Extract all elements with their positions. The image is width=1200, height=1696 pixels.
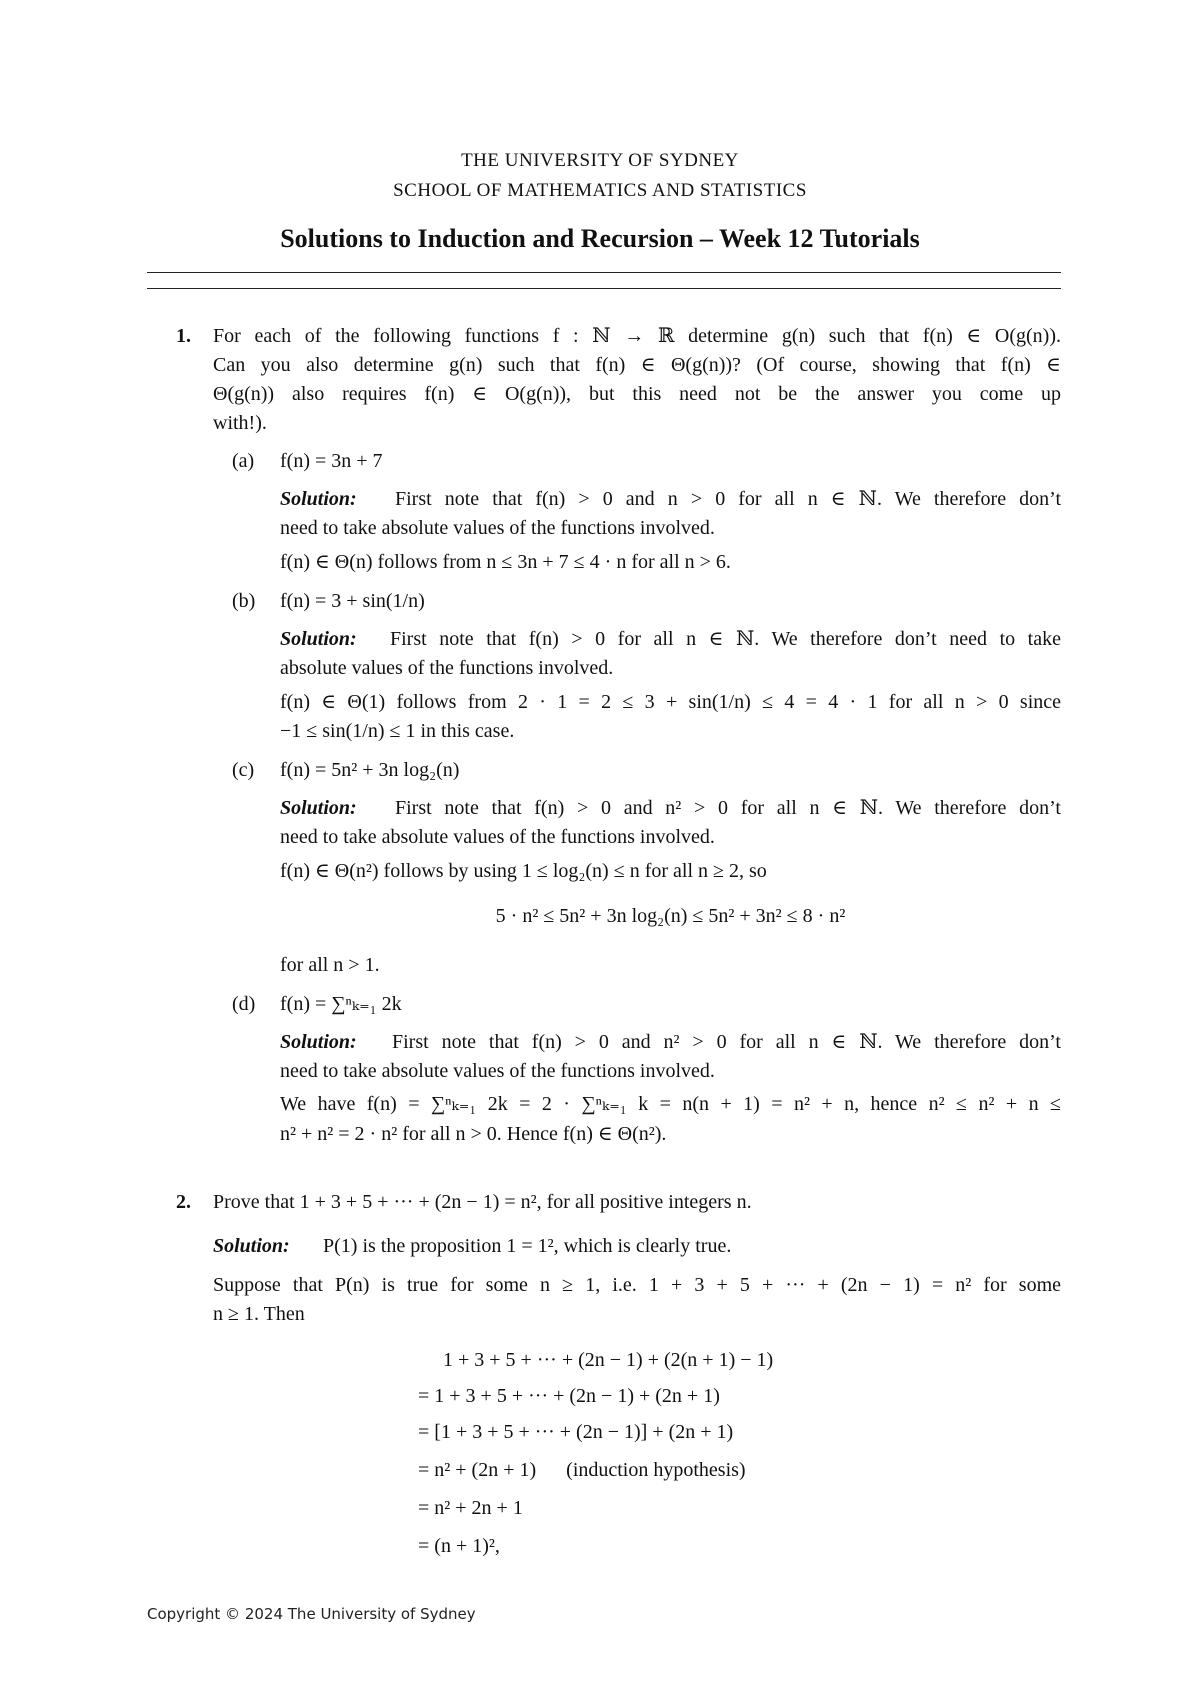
part-b-solution-line: −1 ≤ sin(1/n) ≤ 1 in this case.: [280, 720, 515, 742]
part-b-label: (b): [232, 590, 256, 612]
part-b-solution-line: f(n) ∈ Θ(1) follows from 2 · 1 = 2 ≤ 3 + sin(1/n) ≤ 4 = 4 · 1 for all n > 0 since: [280, 691, 1061, 713]
question-2-solution-label: Solution:: [213, 1235, 290, 1257]
part-c-function: f(n) = 5n² + 3n log₂(n): [280, 759, 460, 781]
part-a-solution-line: f(n) ∈ Θ(n) follows from n ≤ 3n + 7 ≤ 4 · n for all n > 6.: [280, 551, 731, 573]
part-c-solution-line: f(n) ∈ Θ(n²) follows by using 1 ≤ log₂(n) ≤ n for all n ≥ 2, so: [280, 860, 767, 882]
derivation-step: = 1 + 3 + 5 + ··· + (2n − 1) + (2n + 1): [418, 1385, 720, 1407]
part-c-display-inequality: 5 · n² ≤ 5n² + 3n log₂(n) ≤ 5n² + 3n² ≤ 8 · n²: [495, 905, 846, 927]
divider-bottom: [147, 288, 1061, 289]
question-1-intro-line: For each of the following functions f : ℕ → ℝ determine g(n) such that f(n) ∈ O(g(n)).: [213, 325, 1061, 347]
part-b-solution-label: Solution:: [280, 628, 357, 650]
copyright-footer: Copyright © 2024 The University of Sydney: [147, 1605, 476, 1623]
part-c-label: (c): [232, 759, 255, 781]
part-d-function: f(n) = ∑ⁿₖ₌₁ 2k: [280, 993, 402, 1015]
part-a-label: (a): [232, 450, 255, 472]
part-d-label: (d): [232, 993, 256, 1015]
part-d-solution-line: First note that f(n) > 0 and n² > 0 for all n ∈ ℕ. We therefore don’t: [392, 1031, 1061, 1053]
derivation-step: = (n + 1)²,: [418, 1535, 500, 1557]
question-2-statement: Prove that 1 + 3 + 5 + ··· + (2n − 1) = n², for all positive integers n.: [213, 1191, 752, 1213]
school-name: SCHOOL OF MATHEMATICS AND STATISTICS: [393, 180, 807, 201]
part-d-solution-line: n² + n² = 2 · n² for all n > 0. Hence f(n) ∈ Θ(n²).: [280, 1123, 667, 1145]
divider-top: [147, 272, 1061, 273]
derivation-step: = [1 + 3 + 5 + ··· + (2n − 1)] + (2n + 1): [418, 1421, 734, 1443]
part-c-solution-label: Solution:: [280, 797, 357, 819]
part-a-solution-label: Solution:: [280, 488, 357, 510]
part-a-solution-line: First note that f(n) > 0 and n > 0 for all n ∈ ℕ. We therefore don’t: [395, 488, 1061, 510]
question-1-number: 1.: [176, 325, 191, 347]
page-title: Solutions to Induction and Recursion – Week 12 Tutorials: [280, 224, 920, 253]
part-d-solution-label: Solution:: [280, 1031, 357, 1053]
derivation-step: = n² + (2n + 1) (induction hypothesis): [418, 1459, 746, 1481]
part-d-solution-line: need to take absolute values of the functions involved.: [280, 1060, 715, 1082]
part-c-solution-line: need to take absolute values of the functions involved.: [280, 826, 715, 848]
question-2-solution-line: n ≥ 1. Then: [213, 1303, 305, 1325]
part-b-solution-line: First note that f(n) > 0 for all n ∈ ℕ. We therefore don’t need to take: [390, 628, 1061, 650]
question-2-solution-line: P(1) is the proposition 1 = 1², which is clearly true.: [323, 1235, 732, 1257]
part-b-solution-line: absolute values of the functions involved.: [280, 657, 614, 679]
part-a-function: f(n) = 3n + 7: [280, 450, 383, 472]
university-name: THE UNIVERSITY OF SYDNEY: [461, 150, 739, 171]
question-2-solution-line: Suppose that P(n) is true for some n ≥ 1, i.e. 1 + 3 + 5 + ··· + (2n − 1) = n² for some: [213, 1274, 1061, 1296]
question-1-intro-line: with!).: [213, 412, 267, 434]
part-d-solution-line: We have f(n) = ∑ⁿₖ₌₁ 2k = 2 · ∑ⁿₖ₌₁ k = n(n + 1) = n² + n, hence n² ≤ n² + n ≤: [280, 1093, 1061, 1115]
derivation-step: 1 + 3 + 5 + ··· + (2n − 1) + (2(n + 1) − 1): [443, 1349, 774, 1371]
part-a-solution-line: need to take absolute values of the functions involved.: [280, 517, 715, 539]
part-c-solution-line: for all n > 1.: [280, 954, 380, 976]
derivation-step: = n² + 2n + 1: [418, 1497, 523, 1519]
question-1-intro-line: Θ(g(n)) also requires f(n) ∈ O(g(n)), but this need not be the answer you come up: [213, 383, 1061, 405]
part-c-solution-line: First note that f(n) > 0 and n² > 0 for all n ∈ ℕ. We therefore don’t: [395, 797, 1061, 819]
part-b-function: f(n) = 3 + sin(1/n): [280, 590, 425, 612]
question-1-intro-line: Can you also determine g(n) such that f(n) ∈ Θ(g(n))? (Of course, showing that f(n) ∈: [213, 354, 1061, 376]
question-2-number: 2.: [176, 1191, 191, 1213]
